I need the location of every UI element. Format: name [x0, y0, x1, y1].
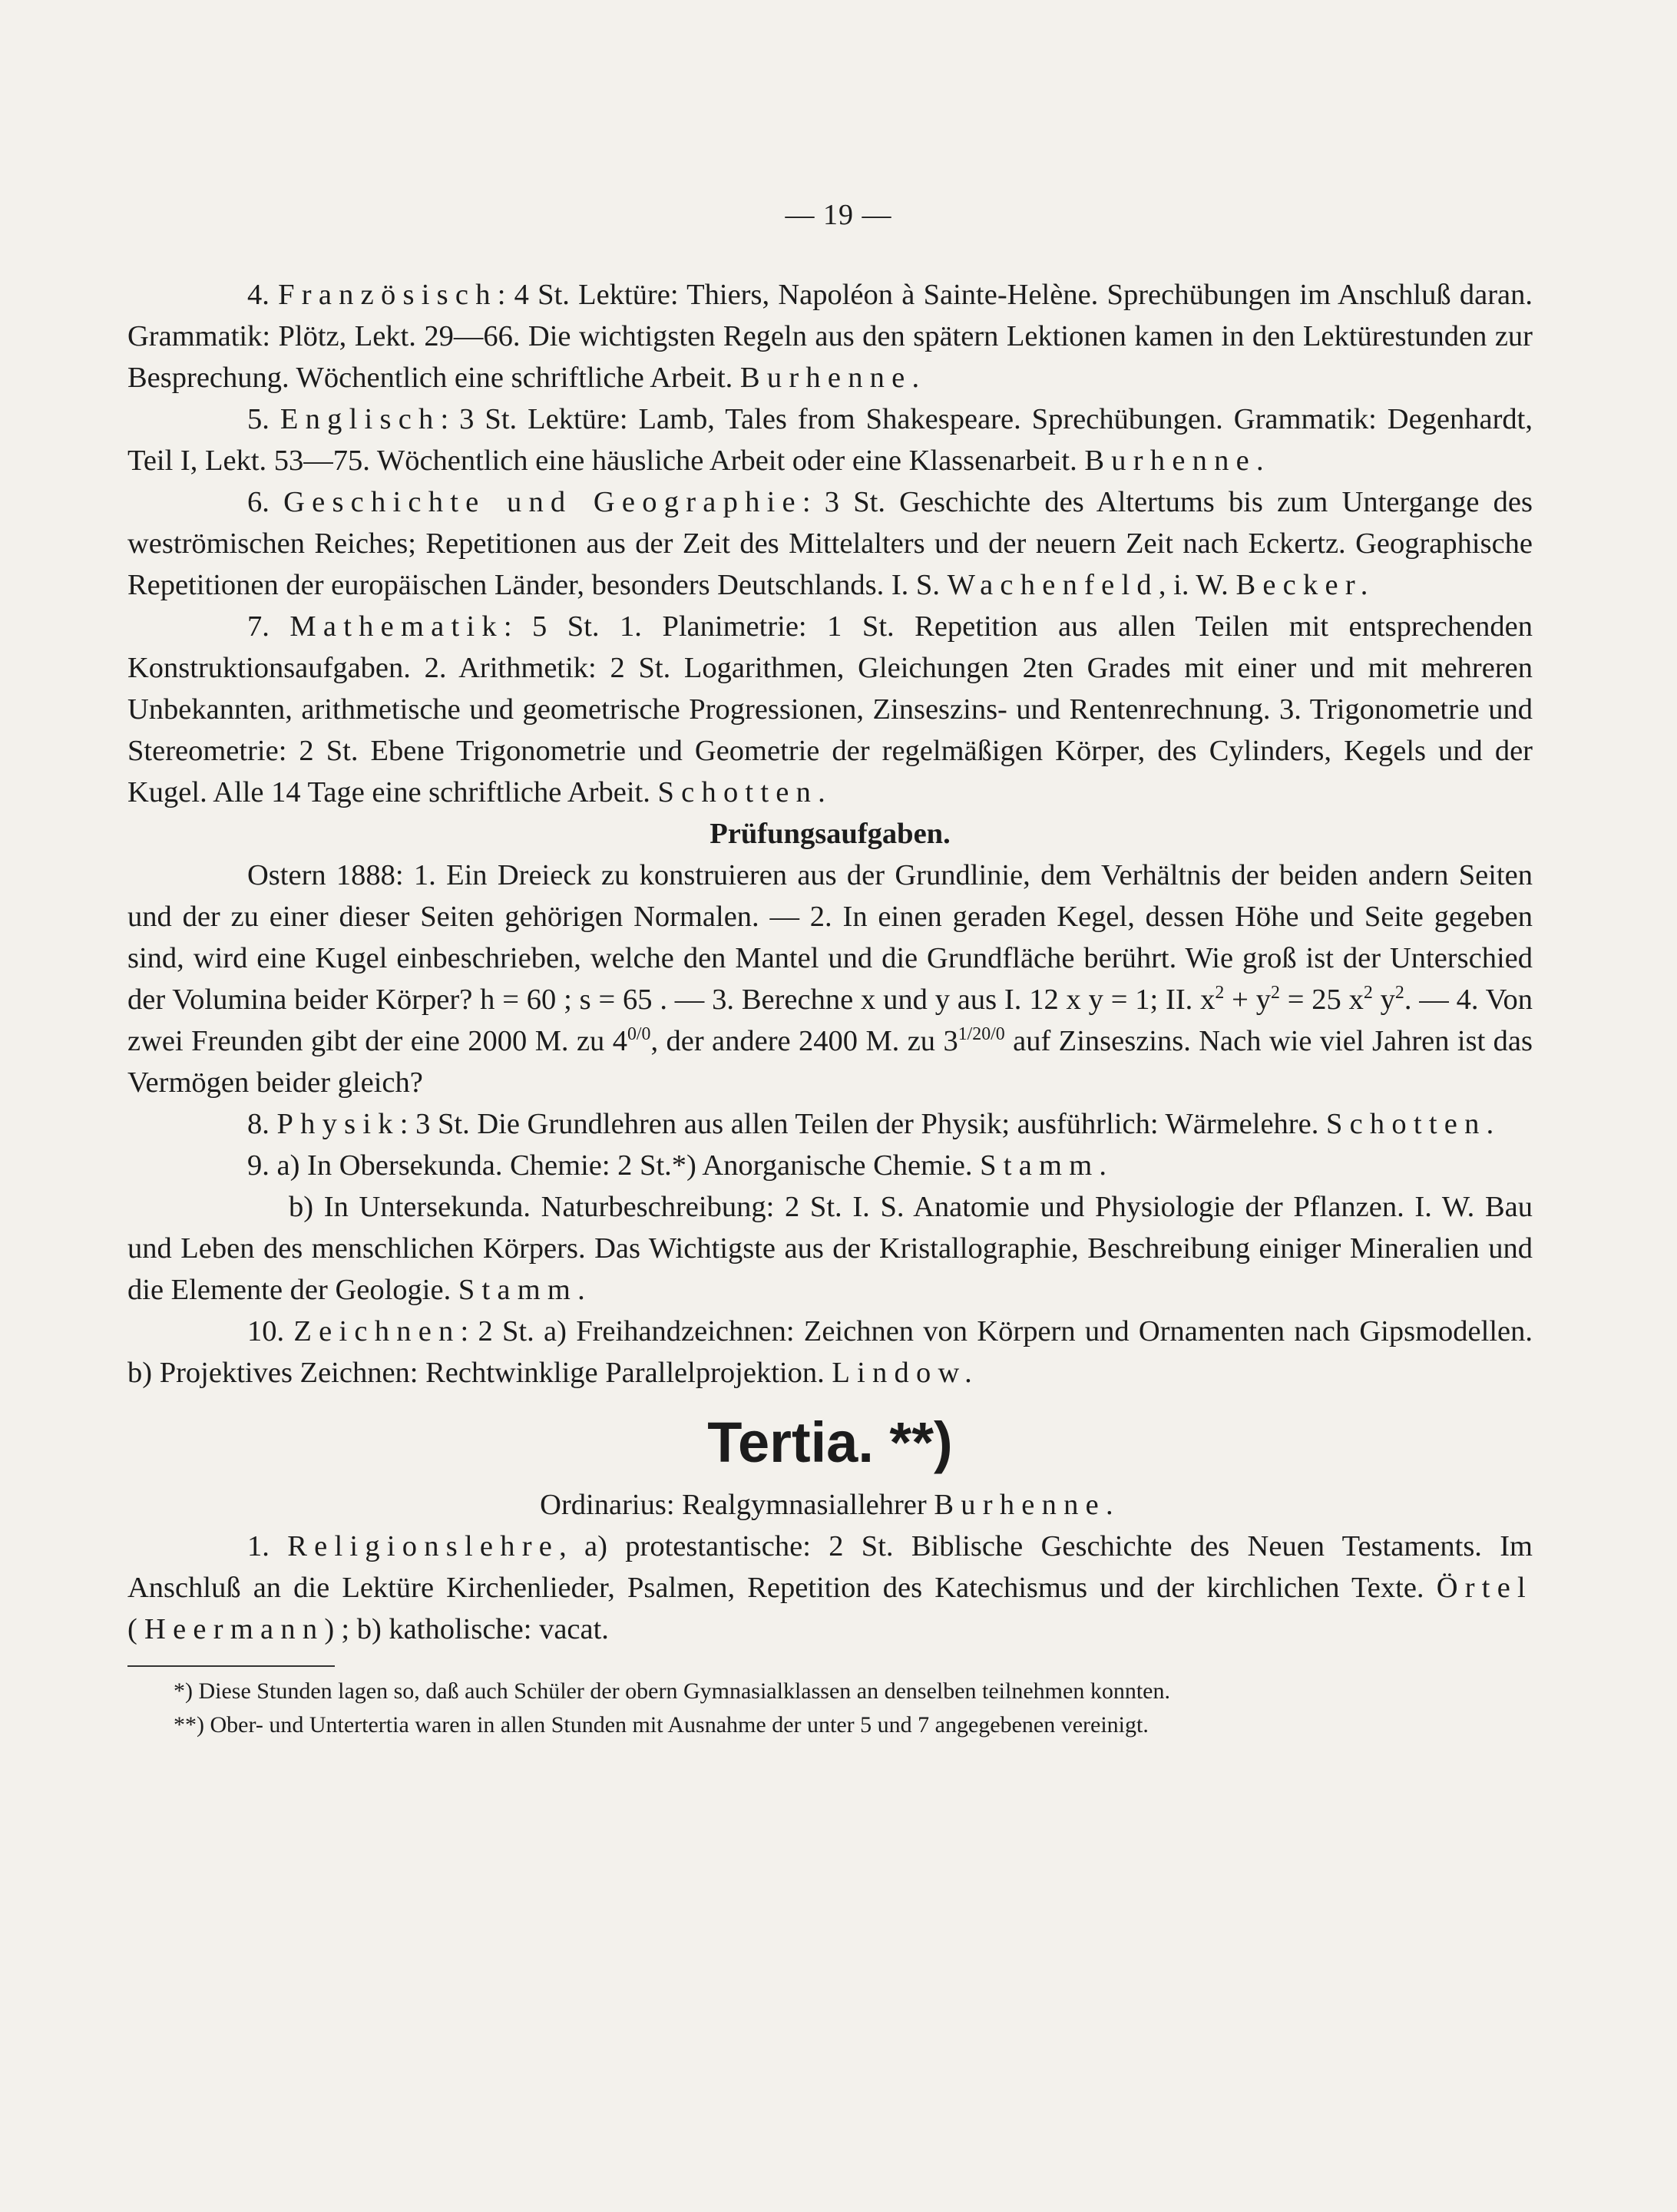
- footnote-1: *) Diese Stunden lagen so, daß auch Schüler der obern Gymnasialklassen an denselben teilnehmen konnten.: [174, 1678, 1170, 1704]
- teacher-name: Becker.: [1235, 569, 1375, 601]
- teacher-name: Burhenne.: [934, 1489, 1120, 1521]
- subject-name: Englisch: [280, 403, 441, 435]
- teacher-name: Burhenne.: [1084, 445, 1271, 477]
- teacher-name: Schotten.: [1325, 1108, 1501, 1140]
- subject-name: Französisch: [278, 279, 498, 311]
- subject-name: Physik: [276, 1108, 400, 1140]
- section-englisch: 5. Englisch: 3 St. Lektüre: Lamb, Tales from Shakespeare. Sprechübungen. Grammatik: Degenhardt, Teil I, Lekt. 53—75. Wöchentlich eine häusliche Arbeit oder eine Klassenarbeit. Burhenne.: [127, 403, 1533, 477]
- teacher-name: Lindow.: [832, 1357, 979, 1389]
- section-religion: 1. Religionslehre, a) protestantische: 2 St. Biblische Geschichte des Neuen Testaments. Im Anschluß an die Lektüre Kirchenlieder, Psalmen, Repetition des Katechismus und der kirchlichen Texte. Örtel (Heermann); b) katholische: vacat.: [127, 1530, 1533, 1645]
- section-franzoesisch: 4. Französisch: 4 St. Lektüre: Thiers, Napoléon à Sainte-Helène. Sprechübungen im Anschluß daran. Grammatik: Plötz, Lekt. 29—66. Die wichtigsten Regeln aus den spätern Lektionen kamen in den Lektürestunden zur Besprechung. Wöchentlich eine schriftliche Arbeit. Burhenne.: [127, 279, 1533, 394]
- footnote-rule: [127, 1665, 335, 1667]
- subject-name: Mathematik: [289, 610, 504, 643]
- teacher-name: Stamm.: [458, 1274, 592, 1306]
- section-chemie-a: 9. a) In Obersekunda. Chemie: 2 St.*) Anorganische Chemie. Stamm.: [247, 1149, 1114, 1182]
- teacher-name: Burhenne.: [739, 362, 927, 394]
- footnote-2: **) Ober- und Untertertia waren in allen Stunden mit Ausnahme der unter 5 und 7 angegebenen vereinigt.: [174, 1712, 1149, 1738]
- section-naturbeschreibung-b: b) In Untersekunda. Naturbeschreibung: 2 St. I. S. Anatomie und Physiologie der Pflanzen. I. W. Bau und Leben des menschlichen Körpers. Das Wichtigste aus der Kristallographie, Beschreibung einiger Mineralien und die Elemente der Geologie. Stamm.: [127, 1191, 1533, 1306]
- ordinarius-line: Ordinarius: Realgymnasiallehrer Burhenne.: [540, 1489, 1120, 1521]
- page-number: — 19 —: [785, 199, 892, 231]
- pruefung-heading: Prüfungsaufgaben.: [710, 818, 951, 850]
- subject-name: Zeichnen: [293, 1315, 461, 1347]
- main-text: [127, 274, 1533, 1742]
- teacher-name: Wachenfeld: [947, 569, 1159, 601]
- teacher-name: Schotten.: [657, 776, 832, 808]
- teacher-name: Örtel (Heermann): [127, 1572, 1533, 1645]
- section-zeichnen: 10. Zeichnen: 2 St. a) Freihandzeichnen: Zeichnen von Körpern und Ornamenten nach Gipsmodellen. b) Projektives Zeichnen: Rechtwinklige Parallelprojektion. Lindow.: [127, 1315, 1533, 1389]
- teacher-name: Stamm.: [980, 1149, 1114, 1182]
- section-physik: 8. Physik: 3 St. Die Grundlehren aus allen Teilen der Physik; ausführlich: Wärmelehre. Schotten.: [247, 1108, 1501, 1140]
- section-mathematik: 7. Mathematik: 5 St. 1. Planimetrie: 1 St. Repetition aus allen Teilen mit entsprechenden Konstruktionsaufgaben. 2. Arithmetik: 2 St. Logarithmen, Gleichungen 2ten Grades mit einer und mit mehreren Unbekannten, arithmetische und geometrische Progressionen, Zinseszins- und Rentenrechnung. 3. Trigonometrie und Stereometrie: 2 St. Ebene Trigonometrie und Geometrie der regelmäßigen Körper, des Cylinders, Kegels und der Kugel. Alle 14 Tage eine schriftliche Arbeit. Schotten.: [127, 610, 1533, 808]
- pruefung-text: Ostern 1888: 1. Ein Dreieck zu konstruieren aus der Grundlinie, dem Verhältnis der beiden andern Seiten und der zu einer dieser Seiten gehörigen Normalen. — 2. In einen geraden Kegel, dessen Höhe und Seite gegeben sind, wird eine Kugel einbeschrieben, welche den Mantel und die Grundfläche berührt. Wie groß ist der Unterschied der Volumina beider Körper? h = 60 ; s = 65 . — 3. Berechne x und y aus I. 12 x y = 1; II. $x^2 + y^2 = 25$ $x^2$ $y^2$. — 4. Von zwei Freunden gibt der eine 2000 M. zu $4^{0/0}$, der andere 2400 M. zu $3^{1/20/0}$ auf Zinseszins. Nach wie viel Jahren ist das Vermögen beider gleich?: [127, 859, 1533, 1099]
- section-geschichte: 6. Geschichte und Geographie: 3 St. Geschichte des Altertums bis zum Untergange des weströmischen Reiches; Repetitionen aus der Zeit des Mittelalters und der neuern Zeit nach Eckertz. Geographische Repetitionen der europäischen Länder, besonders Deutschlands. I. S. Wachenfeld, i. W. Becker.: [127, 486, 1533, 601]
- subject-name: Geschichte und Geographie: [283, 486, 802, 518]
- tertia-heading: Tertia. **): [707, 1410, 953, 1474]
- subject-name: Religionslehre: [287, 1530, 560, 1562]
